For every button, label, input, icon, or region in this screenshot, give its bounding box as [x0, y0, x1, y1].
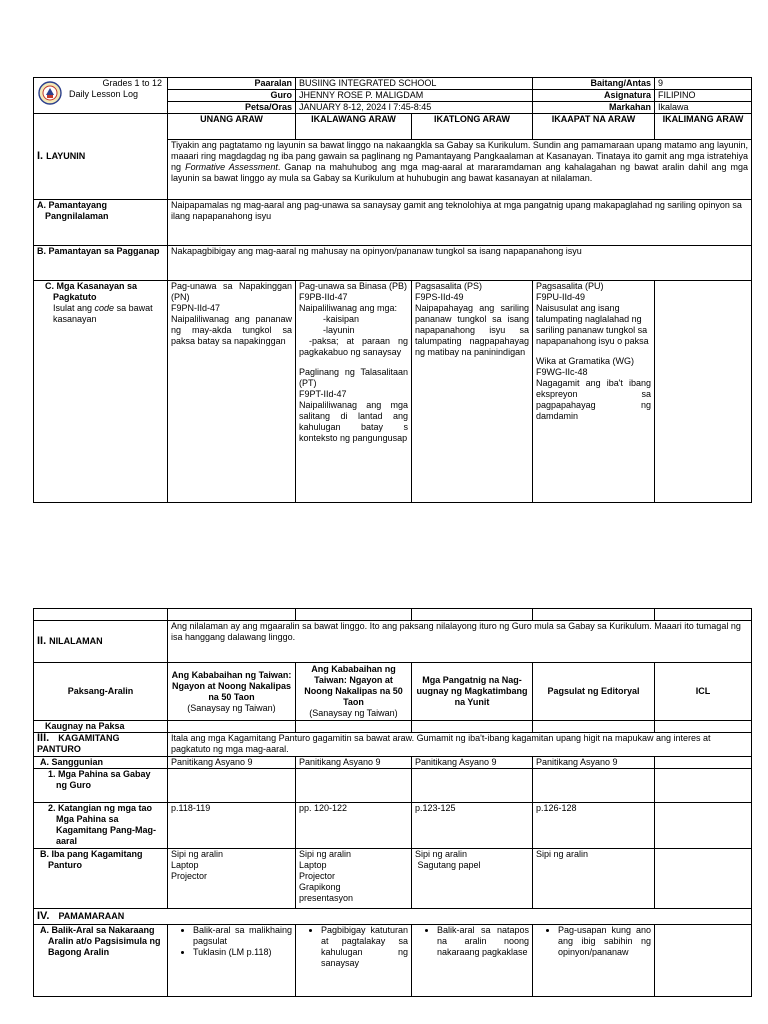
- kasanayan-d4-line: Wika at Gramatika (WG): [536, 356, 635, 366]
- day3-heading: IKATLONG ARAW: [412, 114, 533, 140]
- petsa-label: Petsa/Oras: [168, 102, 296, 114]
- kasanayan-label: C. Mga Kasanayan sa Pagkatuto: [45, 281, 138, 302]
- iba-d1-item: Projector: [171, 871, 208, 881]
- katangian-day4: p.126-128: [533, 803, 655, 849]
- iba-d1-item: Sipi ng aralin: [171, 849, 224, 859]
- sanggunian-label: A. Sanggunian: [34, 757, 168, 769]
- kasanayan-day5: [655, 281, 752, 503]
- blank-cell: [296, 769, 412, 803]
- list-item: • Balik-aral sa natapos na aralin noong nakaraang pagkaklase: [437, 925, 529, 958]
- nilalaman-text: Ang nilalaman ay ang mgaaralin sa bawat linggo. Ito ang paksang nilalayong ituro ng Guro mula sa Gabay sa Kurikulum. Maaari ito tumagal ng isa hanggang dalawang linggo.: [168, 621, 752, 663]
- blank-cell: [533, 609, 655, 621]
- kasanayan-day2: [296, 281, 412, 503]
- nilalaman-label: NILALAMAN: [49, 636, 103, 646]
- blank-cell: [533, 721, 655, 733]
- kasanayan-d3-line: Naipapahayag ang sariling pananaw tungkol sa isang napapanahong isyu sa talumpating nagpapahayag ng matibay na paninindigan: [415, 303, 530, 357]
- header-title-cell: [34, 78, 168, 114]
- pamantayang-pangnilalaman-label: A. Pamantayang Pangnilalaman: [34, 200, 168, 246]
- kasanayan-day4: [533, 281, 655, 503]
- kasanayan-d1-line: F9PN-IId-47: [171, 303, 221, 313]
- sanggunian-day1: Panitikang Asyano 9: [168, 757, 296, 769]
- kagamitan-number: III.: [37, 732, 50, 744]
- day1-heading: UNANG ARAW: [168, 114, 296, 140]
- kaugnay-label: Kaugnay na Paksa: [34, 721, 168, 733]
- petsa-value: JANUARY 8-12, 2024 l 7:45-8:45: [296, 102, 533, 114]
- blank-cell: [412, 721, 533, 733]
- sanggunian-day2: Panitikang Asyano 9: [296, 757, 412, 769]
- kasanayan-sub-code: code: [94, 303, 115, 313]
- kasanayan-d4-line: Naisusulat ang isang talumpating naglalahad ng sariling pananaw tungkol sa napapanahong isyu o paksa: [536, 303, 649, 346]
- nilalaman-number: II.: [37, 635, 47, 647]
- kasanayan-d4-line: Nagagamit ang iba't ibang ekspreyon sa pagpapahayag ng damdamin: [536, 378, 652, 421]
- kasanayan-d4-line: Pagsasalita (PU): [536, 281, 604, 291]
- paaralan-label: Paaralan: [168, 78, 296, 90]
- layunin-heading: [34, 114, 168, 200]
- guro-value: JHENNY ROSE P. MALIGDAM: [296, 90, 533, 102]
- kasanayan-d2-line: F9PB-IId-47: [299, 292, 348, 302]
- balik-day4: [533, 925, 655, 997]
- deped-seal-icon: [38, 81, 62, 105]
- blank-cell: [412, 769, 533, 803]
- blank-cell: [296, 721, 412, 733]
- paksa-d2-title: Ang Kababaihan ng Taiwan: Ngayon at Noong Nakalipas na 50 Taon: [304, 664, 403, 707]
- pamamaraan-number: IV.: [37, 910, 50, 922]
- markahan-value: Ikalawa: [655, 102, 752, 114]
- blank-cell: [655, 925, 752, 997]
- day4-heading: IKAAPAT NA ARAW: [533, 114, 655, 140]
- katangian-day3: p.123-125: [412, 803, 533, 849]
- blank-cell: [655, 721, 752, 733]
- kasanayan-d4-line: F9WG-IIc-48: [536, 367, 588, 377]
- grades-label: Grades 1 to 12: [102, 78, 162, 88]
- baitang-label: Baitang/Antas: [533, 78, 655, 90]
- kagamitan-heading: [34, 733, 168, 757]
- log-title: Daily Lesson Log: [69, 89, 139, 99]
- kasanayan-sub-a: Isulat ang: [53, 303, 95, 313]
- kasanayan-d1-line: Naipaliliwanag ang pananaw ng may-akda tungkol sa paksa batay sa napakinggan: [171, 314, 292, 346]
- layunin-number: I.: [37, 150, 44, 162]
- katangian-day2: pp. 120-122: [296, 803, 412, 849]
- kasanayan-d1-line: Pag-unawa sa Napakinggan (PN): [171, 281, 292, 302]
- kasanayan-d2-line: F9PT-IId-47: [299, 389, 347, 399]
- kasanayan-d2-line: -layunin: [323, 325, 355, 335]
- gabay-guro-label: 1. Mga Pahina sa Gabay ng Guro: [34, 769, 168, 803]
- nilalaman-heading: [34, 621, 168, 663]
- layunin-text-a: Tiyakin ang pagtatamo ng layunin sa bawat linggo na nakaangkla sa Gabay sa Kurikulum. Sundin ang pamamaraan upang matamo ang layunin, maaari ring magdagdag ng iba pang gawain sa paglinang ng Pamantayang Pangkaalaman at Kasanayan. Tinataya ito gamit ang mga istratehiya ng: [171, 140, 749, 172]
- katangian-label: 2. Katangian ng mga tao Mga Pahina sa Kagamitang Pang-Mag-aaral: [34, 803, 168, 849]
- paksa-d2-sub: (Sanaysay ng Taiwan): [309, 708, 398, 718]
- iba-d1-item: Laptop: [171, 860, 199, 870]
- kasanayan-d2-line: Naipaliliwanag ang mga salitang di lantad ang kahulugan batay s konteksto ng pangungusap: [299, 400, 408, 443]
- blank-cell: [168, 769, 296, 803]
- balik-d2-list: [299, 925, 408, 969]
- blank-cell: [655, 803, 752, 849]
- pamantayang-pangnilalaman-text: Naipapamalas ng mag-aaral ang pag-unawa sa sanaysay gamit ang teknolohiya at mga pangatnig upang makapaglahad ng sariling opinyon sa ilang napapanahong isyu: [168, 200, 752, 246]
- kasanayan-d2-line: -paksa; at paraan ng pagkakabuo ng sanaysay: [299, 336, 408, 357]
- kasanayan-d2-line: Paglinang ng Talasalitaan (PT): [299, 367, 408, 388]
- kasanayan-d2-line: -kaisipan: [323, 314, 360, 324]
- blank-cell: [168, 609, 296, 621]
- iba-d2-item: Grapikong: [299, 882, 341, 892]
- day2-heading: IKALAWANG ARAW: [296, 114, 412, 140]
- balik-d4-list: [536, 925, 651, 958]
- iba-d3-item: Sipi ng aralin: [415, 849, 468, 859]
- iba-day2: [296, 849, 412, 909]
- sanggunian-day4: Panitikang Asyano 9: [533, 757, 655, 769]
- paksa-day3: Mga Pangatnig na Nag-uugnay ng Magkatimbang na Yunit: [412, 663, 533, 721]
- asignatura-value: FILIPINO: [655, 90, 752, 102]
- paksa-d1-title: Ang Kababaihan ng Taiwan: Ngayon at Noong Nakalipas na 50 Taon: [171, 669, 292, 702]
- blank-cell: [412, 609, 533, 621]
- kasanayan-day1: [168, 281, 296, 503]
- balik-d1-list: [171, 925, 292, 958]
- iba-d2-item: Laptop: [299, 860, 327, 870]
- paaralan-value: BUSIING INTEGRATED SCHOOL: [296, 78, 533, 90]
- kasanayan-label-cell: [34, 281, 168, 503]
- balik-day3: [412, 925, 533, 997]
- balik-aral-label: A. Balik-Aral sa Nakaraang Aralin at/o Pagsisimula ng Bagong Aralin: [34, 925, 168, 997]
- iba-d4-item: Sipi ng aralin: [536, 849, 589, 859]
- katangian-day1: p.118-119: [168, 803, 296, 849]
- kasanayan-d2-line: Naipaliliwanag ang mga:: [299, 303, 398, 313]
- blank-cell: [655, 849, 752, 909]
- blank-cell: [168, 721, 296, 733]
- kagamitan-label: KAGAMITANG PANTURO: [37, 733, 120, 754]
- day5-heading: IKALIMANG ARAW: [655, 114, 752, 140]
- kasanayan-d4-line: [536, 347, 651, 356]
- iba-day3: [412, 849, 533, 909]
- blank-cell: [655, 769, 752, 803]
- kasanayan-day3: [412, 281, 533, 503]
- pamamaraan-label: PAMAMARAAN: [58, 911, 125, 921]
- balik-day1: [168, 925, 296, 997]
- balik-day2: [296, 925, 412, 997]
- paksa-day5: ICL: [655, 663, 752, 721]
- kasanayan-d2-line: Pag-unawa sa Binasa (PB): [299, 281, 408, 291]
- blank-cell: [533, 769, 655, 803]
- iba-d3-item: Sagutang papel: [415, 860, 481, 870]
- iba-kagamitan-label: B. Iba pang Kagamitang Panturo: [34, 849, 168, 909]
- paksa-day2: [296, 663, 412, 721]
- balik-d3-list: [415, 925, 529, 958]
- asignatura-label: Asignatura: [533, 90, 655, 102]
- iba-day4: [533, 849, 655, 909]
- iba-d2-item: presentasyon: [299, 893, 354, 903]
- markahan-label: Markahan: [533, 102, 655, 114]
- list-item: • Tuklasin (LM p.118): [193, 947, 292, 958]
- blank-cell: [655, 609, 752, 621]
- layunin-label: LAYUNIN: [46, 151, 86, 161]
- paksa-day1: [168, 663, 296, 721]
- baitang-value: 9: [655, 78, 752, 90]
- list-item: • Balik-aral sa malikhaing pagsulat: [193, 925, 292, 947]
- kasanayan-d3-line: Pagsasalita (PS): [415, 281, 483, 291]
- kasanayan-sub-b: sa bawat kasanayan: [53, 303, 153, 324]
- pamantayan-pagganap-label: B. Pamantayan sa Pagganap: [34, 246, 168, 281]
- iba-d2-item: Projector: [299, 871, 336, 881]
- lesson-log-table-top: [33, 77, 752, 503]
- lesson-log-table-bottom: [33, 608, 752, 997]
- kasanayan-d3-line: F9PS-IId-49: [415, 292, 464, 302]
- blank-cell: [34, 609, 168, 621]
- list-item: • Pag-usapan kung ano ang ibig sabihin ng opinyon/pananaw: [558, 925, 651, 958]
- kasanayan-d2-line: [299, 358, 408, 367]
- list-item: • Pagbibigay katuturan at pagtalakay sa kahulugan ng sanaysay: [321, 925, 408, 969]
- iba-day1: [168, 849, 296, 909]
- guro-label: Guro: [168, 90, 296, 102]
- paksa-d1-sub: (Sanaysay ng Taiwan): [187, 702, 276, 713]
- iba-d2-item: Sipi ng aralin: [299, 849, 352, 859]
- layunin-text-b: . Ganap na mahuhubog ang mga mag-aaral at mararamdaman ang kahalagahan ng bawat aralin dahil ang mga layunin sa bawat linggo ay mula sa Gabay sa Kurikulum at huhubugin ang bawat kasanayan at nilalaman.: [171, 162, 749, 183]
- pamantayan-pagganap-text: Nakapagbibigay ang mag-aaral ng mahusay na opinyon/pananaw tungkol sa isang napapanahong isyu: [168, 246, 752, 281]
- kagamitan-text: Itala ang mga Kagamitang Panturo gagamitin sa bawat araw. Gumamit ng iba't-ibang kagamitan upang higit na mapukaw ang interes at pagkatuto ng mga mag-aaral.: [168, 733, 752, 757]
- kasanayan-sub: [45, 303, 164, 325]
- pamamaraan-heading: [34, 909, 752, 925]
- sanggunian-day3: Panitikang Asyano 9: [412, 757, 533, 769]
- paksa-day4: Pagsulat ng Editoryal: [533, 663, 655, 721]
- layunin-text: [168, 140, 752, 200]
- blank-cell: [296, 609, 412, 621]
- layunin-text-italic: Formative Assessment: [185, 162, 278, 172]
- paksa-aralin-label: Paksang-Aralin: [34, 663, 168, 721]
- kasanayan-d4-line: F9PU-IId-49: [536, 292, 586, 302]
- blank-cell: [655, 757, 752, 769]
